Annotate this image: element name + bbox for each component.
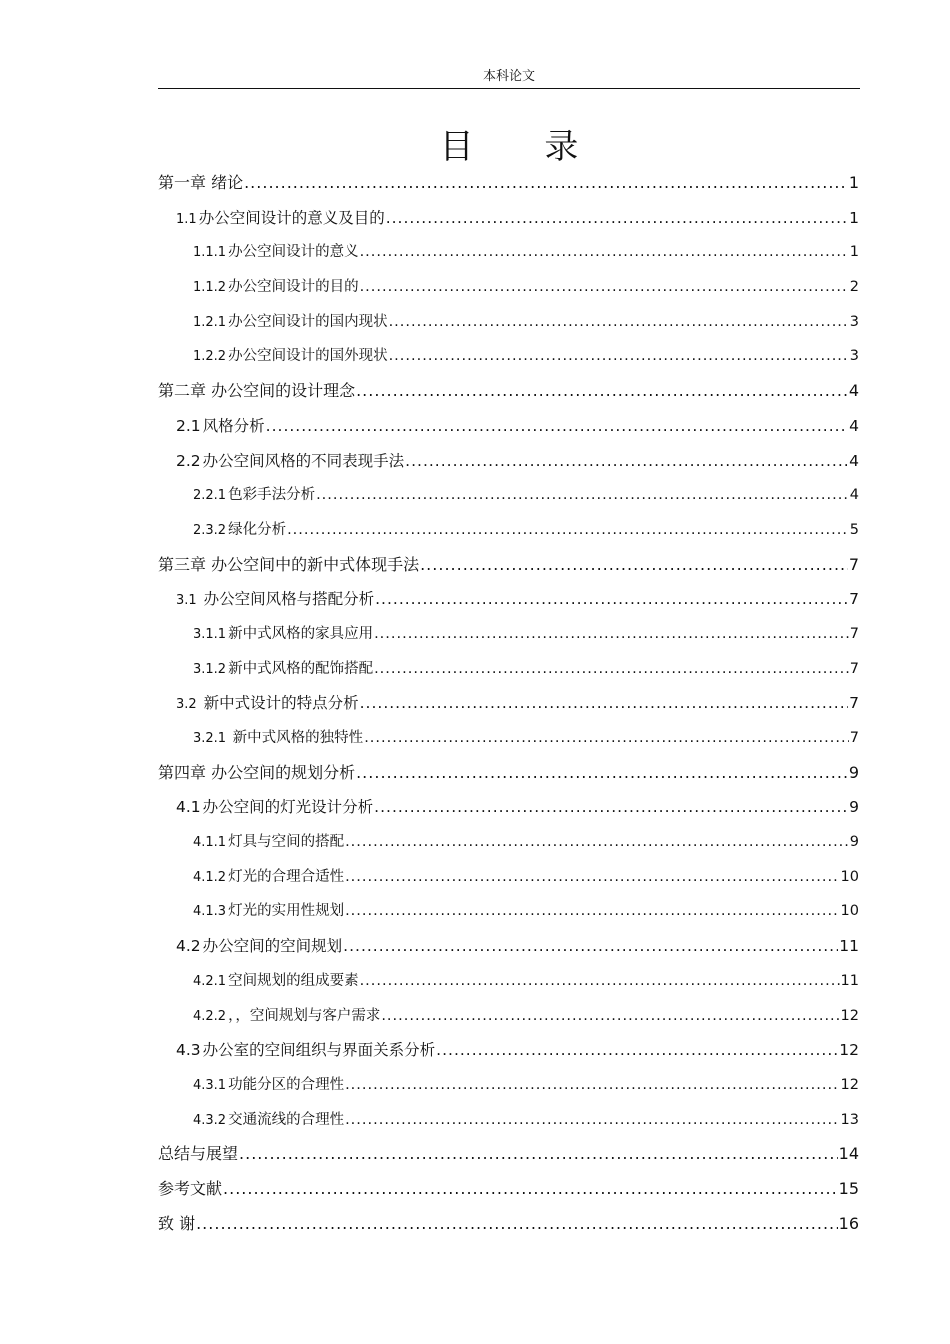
toc-entry-title bbox=[193, 270, 359, 306]
toc-page-number: 3 bbox=[849, 313, 859, 330]
toc-page-number: 1 bbox=[849, 244, 859, 261]
toc-dot-leader bbox=[345, 825, 849, 860]
toc-entry-label: 风格分析 bbox=[202, 416, 265, 435]
toc-entry-title bbox=[158, 548, 419, 583]
toc-page-number: 2 bbox=[849, 279, 859, 296]
toc-entry[interactable] bbox=[158, 339, 859, 374]
toc-entry[interactable] bbox=[158, 548, 859, 583]
toc-page-number: 10 bbox=[840, 868, 859, 885]
toc-page-number: 5 bbox=[849, 521, 859, 538]
toc-entry-title bbox=[193, 617, 373, 653]
toc-entry-title bbox=[193, 894, 344, 930]
toc-page-number: 3 bbox=[849, 348, 859, 365]
toc-entry-title bbox=[176, 582, 374, 619]
toc-entry-label: 新中式风格的配饰搭配 bbox=[228, 660, 374, 677]
toc-entry-label: 办公空间设计的意义 bbox=[228, 244, 359, 261]
toc-dot-leader bbox=[239, 1137, 838, 1172]
toc-entry-number: 4.2 bbox=[176, 937, 201, 956]
toc-entry-label: 办公空间设计的国内现状 bbox=[228, 313, 388, 330]
toc-dot-leader bbox=[386, 201, 848, 236]
toc-page-number: 7 bbox=[849, 694, 859, 713]
toc-entry-title bbox=[193, 478, 315, 514]
toc-entry-title bbox=[158, 1172, 222, 1207]
toc-page-number: 11 bbox=[840, 972, 859, 989]
toc-entry-title bbox=[193, 235, 359, 271]
toc-entry[interactable] bbox=[158, 999, 859, 1034]
toc-entry-title bbox=[158, 374, 355, 409]
toc-entry-title bbox=[193, 1068, 344, 1104]
toc-entry-title bbox=[158, 1137, 238, 1172]
toc-page-number: 7 bbox=[849, 660, 859, 677]
toc-entry-number: 3.1.1 bbox=[193, 626, 227, 642]
toc-entry[interactable] bbox=[158, 721, 859, 756]
toc-entry-label: 第二章 办公空间的设计理念 bbox=[158, 381, 356, 401]
toc-entry[interactable] bbox=[158, 1103, 859, 1138]
toc-entry[interactable] bbox=[158, 929, 859, 964]
toc-entry-number: 2.2 bbox=[176, 451, 201, 470]
toc-dot-leader bbox=[360, 964, 840, 999]
toc-entry-label: 色彩手法分析 bbox=[228, 487, 316, 504]
toc-page-number: 10 bbox=[840, 903, 859, 920]
toc-entry-label: 参考文献 bbox=[158, 1178, 223, 1198]
toc-entry-label: 新中式设计的特点分析 bbox=[198, 694, 359, 713]
toc-entry-title bbox=[193, 999, 380, 1035]
toc-entry[interactable] bbox=[158, 617, 859, 652]
toc-entry-label: 灯光的实用性规划 bbox=[228, 903, 345, 920]
table-of-contents bbox=[158, 166, 859, 1241]
toc-entry[interactable] bbox=[158, 686, 859, 721]
toc-dot-leader bbox=[343, 929, 838, 964]
toc-entry[interactable] bbox=[158, 305, 859, 340]
toc-entry[interactable] bbox=[158, 478, 859, 513]
toc-entry-label: 交通流线的合理性 bbox=[228, 1111, 345, 1128]
toc-entry-title bbox=[193, 860, 344, 896]
toc-entry[interactable] bbox=[158, 235, 859, 270]
header-text: 本科论文 bbox=[482, 69, 535, 84]
toc-entry-label: 空间规划的组成要素 bbox=[228, 972, 359, 989]
toc-page-number: 12 bbox=[840, 1076, 859, 1093]
toc-entry[interactable] bbox=[158, 201, 859, 236]
toc-entry-title bbox=[158, 166, 243, 201]
toc-entry[interactable] bbox=[158, 582, 859, 617]
toc-entry-number: 1.1.2 bbox=[193, 280, 227, 296]
toc-entry[interactable] bbox=[158, 964, 859, 999]
toc-entry-number: 3.1 bbox=[176, 593, 197, 609]
toc-dot-leader bbox=[374, 617, 849, 652]
toc-entry-title bbox=[158, 1207, 195, 1242]
toc-entry-number: 2.2.1 bbox=[193, 488, 227, 504]
toc-entry-label: 第三章 办公空间中的新中式体现手法 bbox=[158, 554, 420, 574]
toc-entry-label: 办公空间设计的意义及目的 bbox=[198, 208, 385, 227]
toc-entry[interactable] bbox=[158, 790, 859, 825]
toc-entry-label: 办公室的空间组织与界面关系分析 bbox=[202, 1041, 436, 1060]
toc-entry-number: 4.1.2 bbox=[193, 869, 227, 885]
toc-dot-leader bbox=[389, 339, 849, 374]
toc-dot-leader bbox=[345, 894, 839, 929]
toc-entry[interactable] bbox=[158, 270, 859, 305]
toc-entry[interactable] bbox=[158, 652, 859, 687]
toc-entry-label: 致 谢 bbox=[158, 1213, 196, 1233]
toc-dot-leader bbox=[436, 1033, 838, 1068]
toc-page-number: 7 bbox=[849, 730, 859, 746]
toc-entry-number: 1.2.2 bbox=[193, 349, 227, 365]
toc-dot-leader bbox=[316, 478, 849, 513]
toc-entry-title bbox=[193, 721, 363, 757]
toc-dot-leader bbox=[375, 582, 848, 617]
toc-entry-title bbox=[176, 686, 359, 723]
toc-entry-number: 3.1.2 bbox=[193, 661, 227, 677]
toc-entry-number: 4.2.1 bbox=[193, 973, 227, 989]
toc-entry-title bbox=[176, 409, 265, 444]
toc-entry[interactable] bbox=[158, 166, 859, 201]
toc-entry-title bbox=[176, 201, 385, 238]
toc-entry-label: 办公空间风格的不同表现手法 bbox=[202, 451, 405, 470]
toc-entry-number: 3.2 bbox=[176, 697, 197, 713]
toc-entry-title bbox=[176, 929, 342, 964]
toc-entry-title bbox=[176, 444, 404, 479]
toc-entry-number: 4.3 bbox=[176, 1041, 201, 1060]
toc-page-number: 7 bbox=[848, 554, 859, 574]
toc-entry-label: 办公空间的空间规划 bbox=[202, 937, 343, 956]
page-header bbox=[158, 66, 860, 89]
toc-title: 目 录 bbox=[439, 127, 609, 167]
toc-entry-title bbox=[193, 305, 388, 341]
toc-dot-leader bbox=[244, 166, 848, 201]
toc-entry[interactable] bbox=[158, 1207, 859, 1242]
toc-page-number: 12 bbox=[840, 1007, 859, 1024]
toc-dot-leader bbox=[287, 513, 849, 548]
toc-entry-label: 灯具与空间的搭配 bbox=[228, 834, 345, 851]
toc-page-number: 1 bbox=[848, 173, 859, 192]
toc-entry-label: 办公空间设计的目的 bbox=[228, 279, 359, 296]
toc-entry[interactable] bbox=[158, 1033, 859, 1068]
toc-entry-title bbox=[193, 339, 388, 375]
toc-entry-number: 2.3.2 bbox=[193, 522, 227, 538]
toc-page-number: 4 bbox=[849, 451, 859, 470]
toc-entry-number: 1.1.1 bbox=[193, 245, 227, 261]
toc-entry[interactable] bbox=[158, 1137, 859, 1172]
toc-entry[interactable] bbox=[158, 1172, 859, 1207]
toc-entry-title bbox=[193, 825, 344, 861]
toc-entry-label: 新中式风格的独特性 bbox=[228, 730, 364, 746]
toc-page-number: 1 bbox=[849, 208, 859, 227]
toc-dot-leader bbox=[345, 1103, 839, 1138]
toc-entry-label: 第一章 绪论 bbox=[158, 173, 244, 192]
toc-entry-number: 1.2.1 bbox=[193, 314, 227, 330]
toc-entry[interactable] bbox=[158, 894, 859, 929]
toc-entry-title bbox=[176, 790, 373, 825]
toc-entry-label: 办公空间的灯光设计分析 bbox=[202, 798, 374, 817]
toc-entry-title bbox=[158, 756, 355, 791]
toc-dot-leader bbox=[266, 409, 848, 444]
toc-dot-leader bbox=[223, 1172, 838, 1207]
toc-page-number: 4 bbox=[849, 416, 859, 435]
toc-page-number: 7 bbox=[849, 590, 859, 609]
toc-entry-number: 4.1 bbox=[176, 798, 201, 817]
toc-page-number: 11 bbox=[839, 937, 859, 956]
toc-page-number: 9 bbox=[848, 762, 859, 782]
toc-entry[interactable] bbox=[158, 374, 859, 409]
toc-entry[interactable] bbox=[158, 513, 859, 548]
toc-entry-number: 4.1.3 bbox=[193, 904, 227, 920]
toc-entry-title bbox=[193, 513, 286, 549]
toc-entry-label: 绿化分析 bbox=[228, 521, 287, 538]
toc-entry-number: 2.1 bbox=[176, 416, 201, 435]
toc-entry-number: 4.3.1 bbox=[193, 1077, 227, 1093]
toc-page-number: 9 bbox=[849, 834, 859, 851]
toc-page-number: 4 bbox=[848, 381, 859, 401]
toc-dot-leader bbox=[420, 548, 848, 583]
toc-entry-label: 灯光的合理合适性 bbox=[228, 868, 345, 885]
toc-entry-title bbox=[193, 652, 373, 688]
toc-page-number: 13 bbox=[840, 1111, 859, 1128]
toc-dot-leader bbox=[374, 790, 848, 825]
toc-entry-label: 办公空间风格与搭配分析 bbox=[198, 590, 375, 609]
toc-entry-label: ，，空间规划与客户需求 bbox=[228, 1007, 381, 1024]
toc-dot-leader bbox=[405, 444, 848, 479]
toc-entry[interactable] bbox=[158, 825, 859, 860]
toc-entry[interactable] bbox=[158, 444, 859, 479]
toc-page-number: 14 bbox=[838, 1144, 859, 1164]
toc-entry-number: 4.1.1 bbox=[193, 835, 227, 851]
toc-entry-number: 1.1 bbox=[176, 211, 197, 227]
toc-dot-leader bbox=[360, 235, 849, 270]
toc-dot-leader bbox=[356, 374, 848, 409]
toc-dot-leader bbox=[381, 999, 839, 1034]
toc-entry-title bbox=[193, 1103, 344, 1139]
toc-entry[interactable] bbox=[158, 756, 859, 791]
toc-page-number: 16 bbox=[838, 1213, 859, 1233]
toc-dot-leader bbox=[345, 1068, 839, 1103]
toc-dot-leader bbox=[360, 270, 849, 305]
toc-page-number: 4 bbox=[849, 487, 859, 504]
toc-entry[interactable] bbox=[158, 860, 859, 895]
toc-page-number: 9 bbox=[849, 798, 859, 817]
toc-dot-leader bbox=[364, 721, 849, 756]
toc-dot-leader bbox=[196, 1207, 838, 1242]
toc-entry-title bbox=[193, 964, 359, 1000]
toc-dot-leader bbox=[374, 652, 849, 687]
toc-dot-leader bbox=[360, 686, 849, 721]
toc-entry-number: 4.2.2 bbox=[193, 1008, 227, 1024]
toc-entry-number: 3.2.1 bbox=[193, 731, 227, 746]
toc-entry-label: 新中式风格的家具应用 bbox=[228, 625, 374, 642]
toc-entry-title bbox=[176, 1033, 435, 1068]
toc-dot-leader bbox=[389, 305, 849, 340]
toc-entry-label: 总结与展望 bbox=[158, 1144, 239, 1164]
toc-entry-label: 第四章 办公空间的规划分析 bbox=[158, 762, 356, 782]
toc-dot-leader bbox=[345, 860, 839, 895]
toc-entry-label: 功能分区的合理性 bbox=[228, 1076, 345, 1093]
toc-page-number: 7 bbox=[849, 625, 859, 642]
toc-entry-label: 办公空间设计的国外现状 bbox=[228, 348, 388, 365]
toc-page-number: 12 bbox=[839, 1041, 859, 1060]
toc-dot-leader bbox=[356, 756, 848, 791]
toc-entry[interactable] bbox=[158, 409, 859, 444]
toc-entry[interactable] bbox=[158, 1068, 859, 1103]
toc-entry-number: 4.3.2 bbox=[193, 1112, 227, 1128]
toc-page-number: 15 bbox=[838, 1178, 859, 1198]
